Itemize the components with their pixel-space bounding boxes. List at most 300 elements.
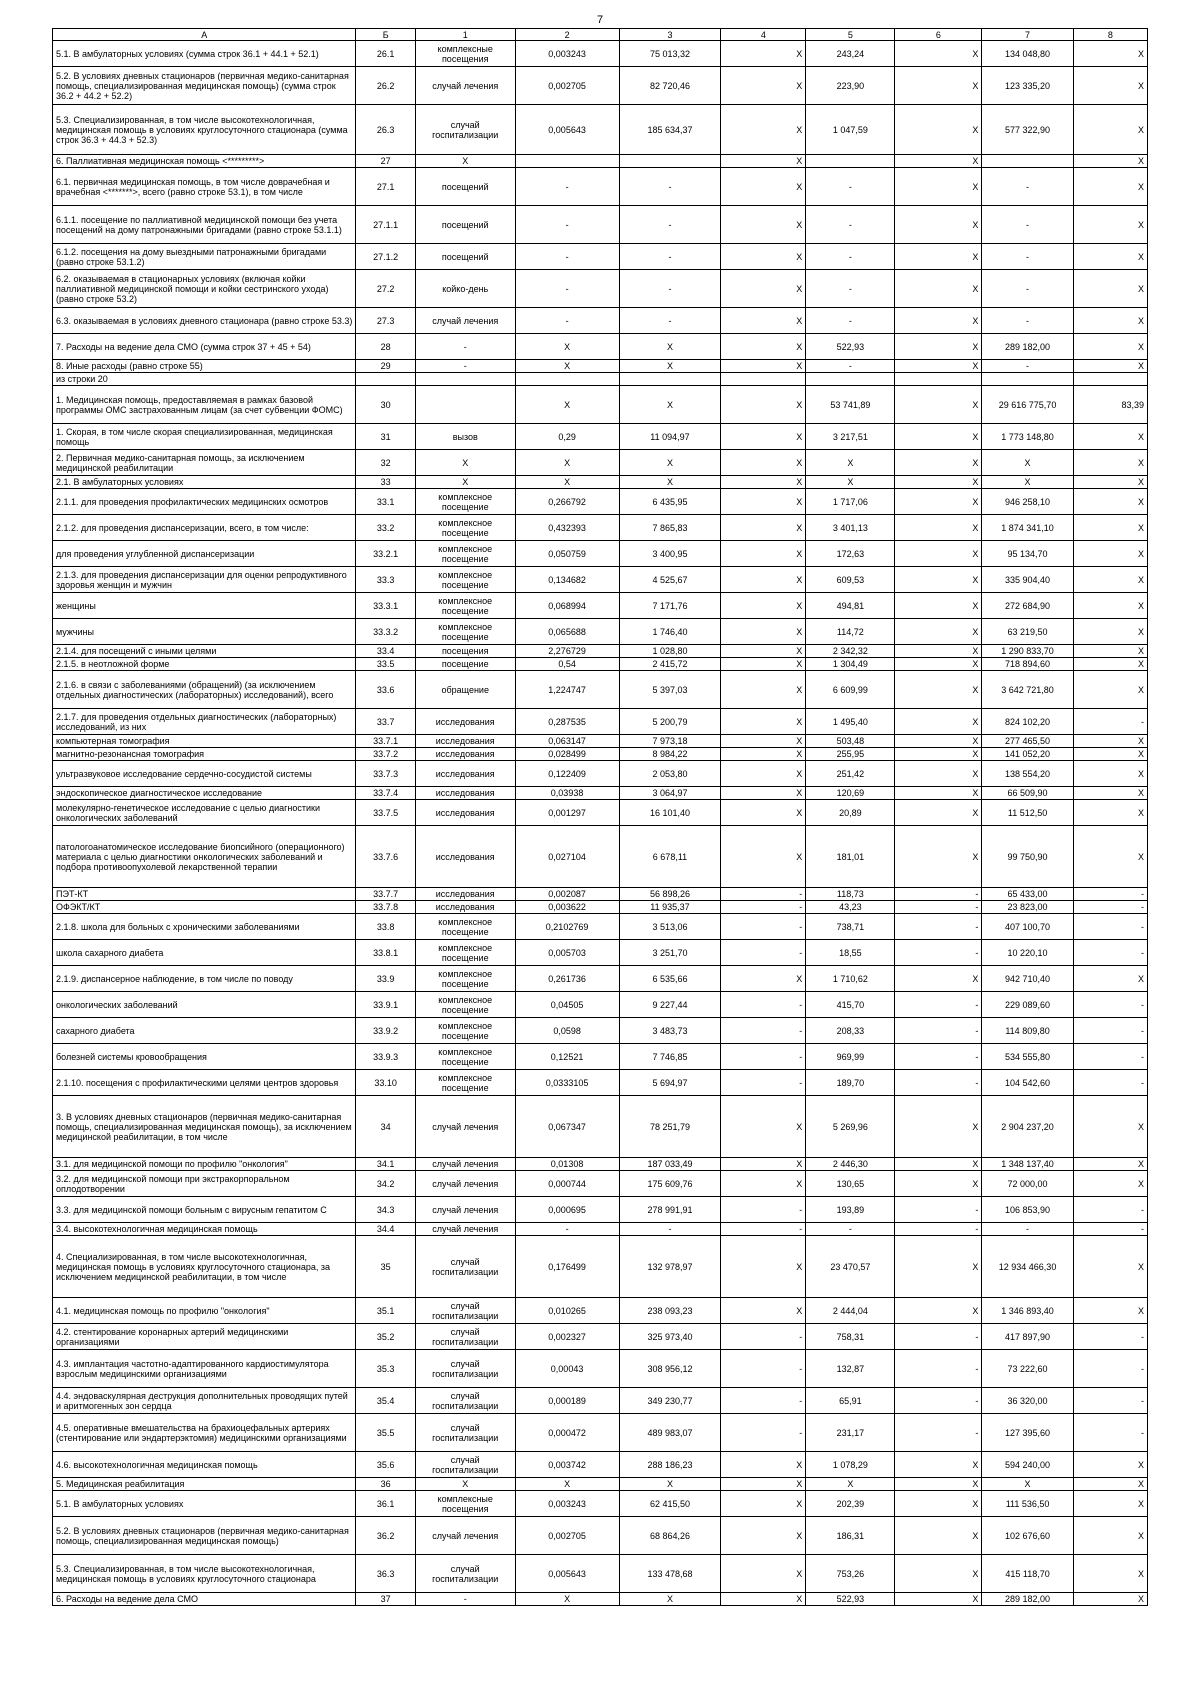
col6-cell: X <box>895 105 982 155</box>
table-row <box>53 735 1148 748</box>
table-row <box>53 270 1148 308</box>
volume-cell: 0,065688 <box>515 619 619 645</box>
row-code-cell: 35.4 <box>356 1388 415 1414</box>
volume-cell: 0,29 <box>515 424 619 450</box>
total-cost-cell: 1 348 137,40 <box>982 1158 1073 1171</box>
cost-per-unit-cell: 78 251,79 <box>619 1096 721 1158</box>
col6-cell: - <box>895 1018 982 1044</box>
volume-cell: 2,276729 <box>515 645 619 658</box>
unit-cell: случай госпитализации <box>415 1350 515 1388</box>
row-code-cell: 33.7 <box>356 709 415 735</box>
percent-cell: X <box>1073 334 1147 360</box>
percent-cell: - <box>1073 1070 1147 1096</box>
row-code-cell: 33.9.3 <box>356 1044 415 1070</box>
row-label-cell: эндоскопическое диагностическое исследование <box>53 787 356 800</box>
col4-cell: X <box>721 966 806 992</box>
per-capita-cell: 18,55 <box>806 940 895 966</box>
total-cost-cell: 594 240,00 <box>982 1452 1073 1478</box>
col6-cell: X <box>895 658 982 671</box>
percent-cell: X <box>1073 489 1147 515</box>
volume-cell <box>515 155 619 168</box>
percent-cell: X <box>1073 41 1147 67</box>
col6-cell: - <box>895 1223 982 1236</box>
volume-cell: 0,028499 <box>515 748 619 761</box>
unit-cell: комплексное посещение <box>415 966 515 992</box>
col4-cell: X <box>721 541 806 567</box>
percent-cell: - <box>1073 1324 1147 1350</box>
col6-cell: X <box>895 168 982 206</box>
total-cost-cell: X <box>982 450 1073 476</box>
row-code-cell: 36.3 <box>356 1555 415 1593</box>
unit-cell: исследования <box>415 735 515 748</box>
percent-cell: X <box>1073 270 1147 308</box>
per-capita-cell: 522,93 <box>806 334 895 360</box>
volume-cell: 0,005643 <box>515 1555 619 1593</box>
unit-cell <box>415 373 515 386</box>
unit-cell: комплексное посещение <box>415 914 515 940</box>
row-label-cell: 4.4. эндоваскулярная деструкция дополнительных проводящих путей и аритмогенных зон сердца <box>53 1388 356 1414</box>
percent-cell: X <box>1073 1491 1147 1517</box>
header-cell: 8 <box>1073 29 1147 41</box>
unit-cell: исследования <box>415 761 515 787</box>
cost-per-unit-cell: 175 609,76 <box>619 1171 721 1197</box>
percent-cell: X <box>1073 1593 1147 1606</box>
col4-cell: X <box>721 671 806 709</box>
per-capita-cell: 1 717,06 <box>806 489 895 515</box>
col6-cell: X <box>895 206 982 244</box>
row-label-cell: 2.1.2. для проведения диспансеризации, всего, в том числе: <box>53 515 356 541</box>
row-code-cell: 26.1 <box>356 41 415 67</box>
table-row <box>53 1096 1148 1158</box>
col4-cell: X <box>721 476 806 489</box>
row-label-cell: ультразвуковое исследование сердечно-сосудистой системы <box>53 761 356 787</box>
col6-cell: - <box>895 1197 982 1223</box>
col6-cell: X <box>895 709 982 735</box>
table-row <box>53 787 1148 800</box>
per-capita-cell: 1 047,59 <box>806 105 895 155</box>
per-capita-cell: 202,39 <box>806 1491 895 1517</box>
col6-cell: X <box>895 1236 982 1298</box>
per-capita-cell: 503,48 <box>806 735 895 748</box>
per-capita-cell: - <box>806 168 895 206</box>
percent-cell: X <box>1073 1452 1147 1478</box>
volume-cell: 0,432393 <box>515 515 619 541</box>
cost-per-unit-cell: - <box>619 270 721 308</box>
unit-cell: комплексное посещение <box>415 541 515 567</box>
col6-cell: - <box>895 1044 982 1070</box>
col6-cell: - <box>895 888 982 901</box>
row-code-cell: 33.7.1 <box>356 735 415 748</box>
row-code-cell: 35 <box>356 1236 415 1298</box>
percent-cell: X <box>1073 541 1147 567</box>
row-label-cell: 4.2. стентирование коронарных артерий медицинскими организациями <box>53 1324 356 1350</box>
table-row <box>53 1478 1148 1491</box>
volume-cell: - <box>515 244 619 270</box>
percent-cell: - <box>1073 1223 1147 1236</box>
total-cost-cell: - <box>982 1223 1073 1236</box>
volume-cell: X <box>515 334 619 360</box>
unit-cell: комплексное посещение <box>415 619 515 645</box>
unit-cell: случай госпитализации <box>415 105 515 155</box>
per-capita-cell: 6 609,99 <box>806 671 895 709</box>
row-label-cell: сахарного диабета <box>53 1018 356 1044</box>
col4-cell: - <box>721 901 806 914</box>
header-cell: 4 <box>721 29 806 41</box>
total-cost-cell: 415 118,70 <box>982 1555 1073 1593</box>
total-cost-cell: 1 773 148,80 <box>982 424 1073 450</box>
per-capita-cell: 3 401,13 <box>806 515 895 541</box>
per-capita-cell: X <box>806 1478 895 1491</box>
row-code-cell: 33.9 <box>356 966 415 992</box>
per-capita-cell: - <box>806 270 895 308</box>
cost-per-unit-cell: X <box>619 476 721 489</box>
percent-cell: X <box>1073 658 1147 671</box>
total-cost-cell: 1 346 893,40 <box>982 1298 1073 1324</box>
percent-cell: X <box>1073 67 1147 105</box>
row-code-cell: 33.8.1 <box>356 940 415 966</box>
volume-cell: 0,00043 <box>515 1350 619 1388</box>
percent-cell: - <box>1073 901 1147 914</box>
total-cost-cell: 66 509,90 <box>982 787 1073 800</box>
total-cost-cell: 99 750,90 <box>982 826 1073 888</box>
col4-cell: X <box>721 450 806 476</box>
per-capita-cell: 120,69 <box>806 787 895 800</box>
row-label-cell: 3.1. для медицинской помощи по профилю "онкология" <box>53 1158 356 1171</box>
cost-per-unit-cell: 3 483,73 <box>619 1018 721 1044</box>
row-label-cell: ОФЭКТ/КТ <box>53 901 356 914</box>
cost-per-unit-cell: 5 397,03 <box>619 671 721 709</box>
row-code-cell: 33.5 <box>356 658 415 671</box>
col4-cell: X <box>721 709 806 735</box>
per-capita-cell: 186,31 <box>806 1517 895 1555</box>
cost-per-unit-cell: 11 935,37 <box>619 901 721 914</box>
unit-cell: случай лечения <box>415 1096 515 1158</box>
col6-cell: X <box>895 1555 982 1593</box>
col4-cell: X <box>721 645 806 658</box>
volume-cell: 0,0598 <box>515 1018 619 1044</box>
volume-cell: - <box>515 168 619 206</box>
table-row <box>53 800 1148 826</box>
unit-cell: случай лечения <box>415 67 515 105</box>
per-capita-cell: 758,31 <box>806 1324 895 1350</box>
row-code-cell: 35.2 <box>356 1324 415 1350</box>
unit-cell: комплексные посещения <box>415 1491 515 1517</box>
percent-cell: X <box>1073 206 1147 244</box>
volume-cell: 0,010265 <box>515 1298 619 1324</box>
per-capita-cell: 2 342,32 <box>806 645 895 658</box>
row-label-cell: 2.1.8. школа для больных с хроническими заболеваниями <box>53 914 356 940</box>
row-label-cell: школа сахарного диабета <box>53 940 356 966</box>
col4-cell: X <box>721 1555 806 1593</box>
percent-cell: X <box>1073 735 1147 748</box>
percent-cell: X <box>1073 748 1147 761</box>
col6-cell: - <box>895 1324 982 1350</box>
unit-cell: посещений <box>415 244 515 270</box>
cost-per-unit-cell: X <box>619 334 721 360</box>
volume-cell: X <box>515 360 619 373</box>
total-cost-cell: 73 222,60 <box>982 1350 1073 1388</box>
row-label-cell: 6.1. первичная медицинская помощь, в том числе доврачебная и врачебная <*******>, всего (равно строке 53.1), в том числе <box>53 168 356 206</box>
col6-cell <box>895 373 982 386</box>
volume-cell: 0,176499 <box>515 1236 619 1298</box>
volume-cell: 0,068994 <box>515 593 619 619</box>
percent-cell: X <box>1073 1158 1147 1171</box>
volume-cell: X <box>515 1593 619 1606</box>
row-code-cell: 26.3 <box>356 105 415 155</box>
percent-cell: X <box>1073 826 1147 888</box>
cost-per-unit-cell: 6 535,66 <box>619 966 721 992</box>
volume-cell: 0,002087 <box>515 888 619 901</box>
total-cost-cell: 72 000,00 <box>982 1171 1073 1197</box>
col4-cell: X <box>721 1236 806 1298</box>
row-code-cell: 30 <box>356 386 415 424</box>
col6-cell: X <box>895 1478 982 1491</box>
cost-per-unit-cell: 8 984,22 <box>619 748 721 761</box>
row-label-cell: 4.3. имплантация частотно-адаптированного кардиостимулятора взрослым медицинскими организациями <box>53 1350 356 1388</box>
row-label-cell: молекулярно-генетическое исследование с целью диагностики онкологических заболеваний <box>53 800 356 826</box>
percent-cell: X <box>1073 168 1147 206</box>
row-code-cell: 33.2 <box>356 515 415 541</box>
header-cell: Б <box>356 29 415 41</box>
col6-cell: - <box>895 1414 982 1452</box>
volume-cell: 0,122409 <box>515 761 619 787</box>
volume-cell: 0,000744 <box>515 1171 619 1197</box>
row-label-cell: 1. Скорая, в том числе скорая специализированная, медицинская помощь <box>53 424 356 450</box>
unit-cell: случай госпитализации <box>415 1452 515 1478</box>
percent-cell: - <box>1073 1044 1147 1070</box>
percent-cell: X <box>1073 1171 1147 1197</box>
cost-per-unit-cell: 75 013,32 <box>619 41 721 67</box>
total-cost-cell: 289 182,00 <box>982 1593 1073 1606</box>
volume-cell: 1,224747 <box>515 671 619 709</box>
total-cost-cell: 141 052,20 <box>982 748 1073 761</box>
per-capita-cell: 65,91 <box>806 1388 895 1414</box>
col6-cell: - <box>895 992 982 1018</box>
col6-cell: X <box>895 1171 982 1197</box>
col6-cell: X <box>895 748 982 761</box>
row-label-cell: магнитно-резонансная томография <box>53 748 356 761</box>
table-row <box>53 308 1148 334</box>
cost-per-unit-cell: 325 973,40 <box>619 1324 721 1350</box>
cost-per-unit-cell: 1 028,80 <box>619 645 721 658</box>
percent-cell: X <box>1073 360 1147 373</box>
total-cost-cell: 104 542,60 <box>982 1070 1073 1096</box>
volume-cell: 0,04505 <box>515 992 619 1018</box>
col6-cell: X <box>895 1517 982 1555</box>
col4-cell: X <box>721 155 806 168</box>
row-label-cell: 7. Расходы на ведение дела СМО (сумма строк 37 + 45 + 54) <box>53 334 356 360</box>
row-label-cell: женщины <box>53 593 356 619</box>
volume-cell: 0,002705 <box>515 67 619 105</box>
row-code-cell: 29 <box>356 360 415 373</box>
total-cost-cell: - <box>982 244 1073 270</box>
cost-per-unit-cell: 278 991,91 <box>619 1197 721 1223</box>
cost-per-unit-cell: 7 171,76 <box>619 593 721 619</box>
row-label-cell: 1. Медицинская помощь, предоставляемая в рамках базовой программы ОМС застрахованным лицам (за счет субвенции ФОМС) <box>53 386 356 424</box>
col6-cell: X <box>895 761 982 787</box>
per-capita-cell: X <box>806 450 895 476</box>
table-row <box>53 1070 1148 1096</box>
total-cost-cell: 289 182,00 <box>982 334 1073 360</box>
total-cost-cell: X <box>982 476 1073 489</box>
volume-cell: 0,000695 <box>515 1197 619 1223</box>
row-label-cell: 5.3. Специализированная, в том числе высокотехнологичная, медицинская помощь в условиях круглосуточного стационара <box>53 1555 356 1593</box>
col6-cell: X <box>895 1096 982 1158</box>
volume-cell: 0,067347 <box>515 1096 619 1158</box>
col4-cell: X <box>721 168 806 206</box>
unit-cell: исследования <box>415 826 515 888</box>
percent-cell: X <box>1073 1236 1147 1298</box>
per-capita-cell: 738,71 <box>806 914 895 940</box>
row-label-cell: 6. Паллиативная медицинская помощь <*********> <box>53 155 356 168</box>
row-label-cell: 3.4. высокотехнологичная медицинская помощь <box>53 1223 356 1236</box>
row-code-cell: 33.3.1 <box>356 593 415 619</box>
table-row <box>53 476 1148 489</box>
volume-cell: 0,266792 <box>515 489 619 515</box>
table-row <box>53 41 1148 67</box>
row-label-cell: 3.2. для медицинской помощи при экстракорпоральном оплодотворении <box>53 1171 356 1197</box>
percent-cell: X <box>1073 966 1147 992</box>
unit-cell: посещений <box>415 206 515 244</box>
percent-cell: X <box>1073 1555 1147 1593</box>
col4-cell: X <box>721 748 806 761</box>
table-row <box>53 671 1148 709</box>
row-code-cell <box>356 373 415 386</box>
row-label-cell: 5.1. В амбулаторных условиях <box>53 1491 356 1517</box>
percent-cell: - <box>1073 888 1147 901</box>
col6-cell: X <box>895 334 982 360</box>
table-row <box>53 450 1148 476</box>
per-capita-cell: - <box>806 1223 895 1236</box>
row-code-cell: 36 <box>356 1478 415 1491</box>
row-label-cell: 2.1. В амбулаторных условиях <box>53 476 356 489</box>
total-cost-cell: 114 809,80 <box>982 1018 1073 1044</box>
row-label-cell: компьютерная томография <box>53 735 356 748</box>
volume-cell: - <box>515 308 619 334</box>
col6-cell: X <box>895 360 982 373</box>
percent-cell: - <box>1073 940 1147 966</box>
row-code-cell: 33.7.2 <box>356 748 415 761</box>
unit-cell: случай лечения <box>415 1517 515 1555</box>
unit-cell: - <box>415 334 515 360</box>
cost-per-unit-cell: 489 983,07 <box>619 1414 721 1452</box>
unit-cell: комплексное посещение <box>415 1070 515 1096</box>
unit-cell: посещений <box>415 168 515 206</box>
unit-cell: X <box>415 476 515 489</box>
col4-cell: X <box>721 593 806 619</box>
cost-per-unit-cell: 7 973,18 <box>619 735 721 748</box>
row-label-cell: 6.3. оказываемая в условиях дневного стационара (равно строке 53.3) <box>53 308 356 334</box>
percent-cell: - <box>1073 1388 1147 1414</box>
col6-cell: X <box>895 1298 982 1324</box>
col4-cell: X <box>721 67 806 105</box>
col6-cell: X <box>895 386 982 424</box>
row-label-cell: 2.1.10. посещения с профилактическими целями центров здоровья <box>53 1070 356 1096</box>
table-row <box>53 386 1148 424</box>
percent-cell: X <box>1073 1517 1147 1555</box>
table-row <box>53 1298 1148 1324</box>
total-cost-cell: 123 335,20 <box>982 67 1073 105</box>
cost-per-unit-cell: 6 435,95 <box>619 489 721 515</box>
cost-per-unit-cell: 2 415,72 <box>619 658 721 671</box>
row-label-cell: 4.1. медицинская помощь по профилю "онкология" <box>53 1298 356 1324</box>
col4-cell: X <box>721 515 806 541</box>
volume-cell: X <box>515 1478 619 1491</box>
unit-cell: - <box>415 360 515 373</box>
row-code-cell: 33.4 <box>356 645 415 658</box>
total-cost-cell: 111 536,50 <box>982 1491 1073 1517</box>
per-capita-cell: 132,87 <box>806 1350 895 1388</box>
col6-cell: X <box>895 515 982 541</box>
volume-cell: 0,261736 <box>515 966 619 992</box>
row-label-cell: 5.2. В условиях дневных стационаров (первичная медико-санитарная помощь, специализированная медицинская помощь) <box>53 1517 356 1555</box>
cost-per-unit-cell: 6 678,11 <box>619 826 721 888</box>
percent-cell: 83,39 <box>1073 386 1147 424</box>
percent-cell: X <box>1073 105 1147 155</box>
percent-cell: - <box>1073 709 1147 735</box>
header-cell: 5 <box>806 29 895 41</box>
per-capita-cell: 23 470,57 <box>806 1236 895 1298</box>
volume-cell: X <box>515 450 619 476</box>
col4-cell: X <box>721 360 806 373</box>
row-code-cell: 33.9.1 <box>356 992 415 1018</box>
row-code-cell: 34 <box>356 1096 415 1158</box>
unit-cell: комплексное посещение <box>415 1018 515 1044</box>
per-capita-cell: 753,26 <box>806 1555 895 1593</box>
col4-cell: X <box>721 424 806 450</box>
table-row <box>53 1491 1148 1517</box>
table-row <box>53 1324 1148 1350</box>
total-cost-cell: 95 134,70 <box>982 541 1073 567</box>
col4-cell: X <box>721 658 806 671</box>
col4-cell: X <box>721 308 806 334</box>
percent-cell: X <box>1073 593 1147 619</box>
col6-cell: - <box>895 940 982 966</box>
unit-cell: X <box>415 155 515 168</box>
cost-per-unit-cell: 133 478,68 <box>619 1555 721 1593</box>
col4-cell: X <box>721 1171 806 1197</box>
total-cost-cell: 2 904 237,20 <box>982 1096 1073 1158</box>
percent-cell <box>1073 373 1147 386</box>
percent-cell: - <box>1073 992 1147 1018</box>
col6-cell: X <box>895 966 982 992</box>
cost-per-unit-cell: 185 634,37 <box>619 105 721 155</box>
col4-cell: X <box>721 270 806 308</box>
table-row <box>53 940 1148 966</box>
row-code-cell: 31 <box>356 424 415 450</box>
unit-cell: комплексное посещение <box>415 489 515 515</box>
row-code-cell: 34.4 <box>356 1223 415 1236</box>
unit-cell: случай госпитализации <box>415 1388 515 1414</box>
row-label-cell: 2.1.7. для проведения отдельных диагностических (лабораторных) исследований, из них <box>53 709 356 735</box>
unit-cell: вызов <box>415 424 515 450</box>
col4-cell: X <box>721 489 806 515</box>
volume-cell: - <box>515 270 619 308</box>
col4-cell: X <box>721 1593 806 1606</box>
row-label-cell: 2.1.6. в связи с заболеваниями (обращений) (за исключением отдельных диагностических (лабораторных) исследований), всего <box>53 671 356 709</box>
row-code-cell: 27.1 <box>356 168 415 206</box>
table-row <box>53 424 1148 450</box>
table-row <box>53 1044 1148 1070</box>
volume-cell: - <box>515 206 619 244</box>
percent-cell: X <box>1073 619 1147 645</box>
per-capita-cell: 189,70 <box>806 1070 895 1096</box>
cost-per-unit-cell <box>619 373 721 386</box>
header-cell: 3 <box>619 29 721 41</box>
unit-cell: исследования <box>415 709 515 735</box>
total-cost-cell: 417 897,90 <box>982 1324 1073 1350</box>
percent-cell: X <box>1073 244 1147 270</box>
